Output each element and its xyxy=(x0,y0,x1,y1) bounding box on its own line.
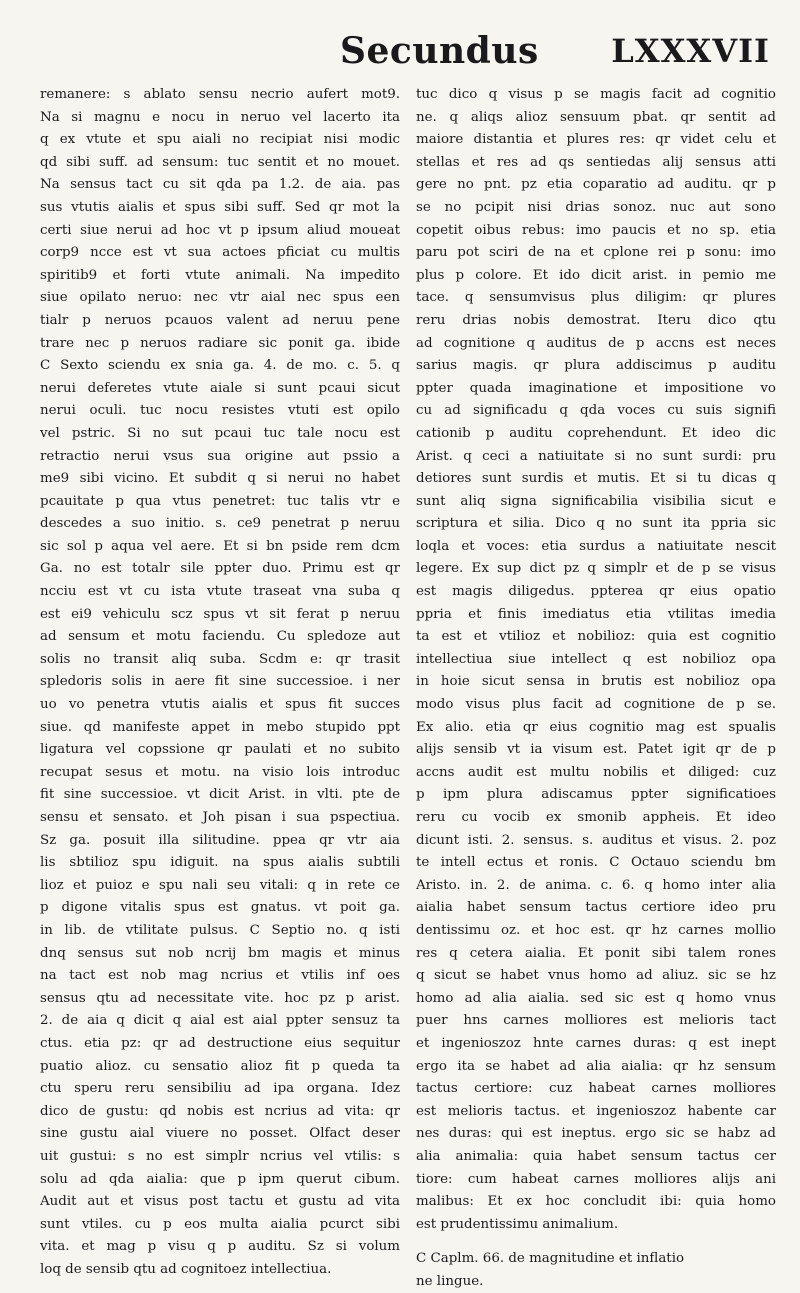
text-line: sunt vtiles. cu p eos multa aialia pcurct sibi xyxy=(40,1216,400,1232)
text-line: plus p colore. Et ido dicit arist. in pemio me xyxy=(416,267,776,283)
text-line: et ingenioszoz hnte carnes duras: q est inept xyxy=(416,1035,776,1051)
running-head xyxy=(340,30,772,78)
text-line: Aristo. in. 2. de anima. c. 6. q homo inter alia xyxy=(416,877,776,893)
text-line: nes duras: qui est ineptus. ergo sic se habz ad xyxy=(416,1126,776,1142)
text-line: ad cognitione q auditus de p accns est neces xyxy=(416,335,776,351)
text-line: retractio nerui vsus sua origine aut pssio a xyxy=(40,448,400,464)
text-line: maiore distantia et plures res: qr videt celu et xyxy=(416,132,776,148)
text-line: sus vtutis aialis et spus sibi suff. Sed qr mot la xyxy=(40,199,400,215)
text-line: descedes a suo initio. s. ce9 penetrat p neruu xyxy=(40,516,400,532)
text-line: uit gustui: s no est simplr ncrius vel vtilis: s xyxy=(40,1148,400,1164)
text-line: stellas et res ad qs sentiedas alij sensus atti xyxy=(416,154,776,170)
text-line: in lib. de vtilitate pulsus. C Septio no. q isti xyxy=(40,922,400,938)
text-line: ta est et vtilioz et nobilioz: quia est cognitio xyxy=(416,629,776,645)
left-column xyxy=(40,84,400,1293)
text-line: fit sine successioe. vt dicit Arist. in vlti. pte de xyxy=(40,787,400,803)
text-line: malibus: Et ex hoc concludit ibi: quia homo xyxy=(416,1194,776,1210)
text-line: loqla et voces: etia surdus a natiuitate nescit xyxy=(416,538,776,554)
text-line: Ga. no est totalr sile ppter duo. Primu est qr xyxy=(40,561,400,577)
text-line: recupat sesus et motu. na visio lois introduc xyxy=(40,764,400,780)
text-line: siue. qd manifeste appet in mebo stupido ppt xyxy=(40,719,400,735)
text-line: copetit oibus rebus: imo paucis et no sp. etia xyxy=(416,222,776,238)
text-line: sunt aliq signa significabilia visibilia sicut e xyxy=(416,493,776,509)
text-line: me9 sibi vicino. Et subdit q si nerui no habet xyxy=(40,471,400,487)
text-line: dnq sensus sut nob ncrij bm magis et minus xyxy=(40,945,400,961)
text-line: ligatura vel copssione qr paulati et no subito xyxy=(40,742,400,758)
text-line: ncciu est vt cu ista vtute traseat vna suba q xyxy=(40,584,400,600)
text-line: ne. q aliqs alioz sensuum pbat. qr sentit ad xyxy=(416,109,776,125)
text-line: alia animalia: quia habet sensum tactus cer xyxy=(416,1148,776,1164)
text-line: certi siue nerui ad hoc vt p ipsum aliud moueat xyxy=(40,222,400,238)
text-line: qd sibi suff. ad sensum: tuc sentit et no mouet. xyxy=(40,154,400,170)
text-line: p digone vitalis spus est gnatus. vt poit ga. xyxy=(40,900,400,916)
text-line: Arist. q ceci a natiuitate si no sunt surdi: pru xyxy=(416,448,776,464)
text-line: paru pot sciri de na et cplone rei p sonu: imo xyxy=(416,245,776,261)
text-line: legere. Ex sup dict pz q simplr et de p se visus xyxy=(416,561,776,577)
text-line: q ex vtute et spu aiali no recipiat nisi modic xyxy=(40,132,400,148)
chapter-heading: C Caplm. 66. de magnitudine et inflatio xyxy=(416,1251,685,1267)
running-title: Secundus xyxy=(340,30,539,72)
text-line: ctu speru reru sensibiliu ad ipa organa. Idez xyxy=(40,1081,400,1097)
text-line: res q cetera aialia. Et ponit sibi talem rones xyxy=(416,945,776,961)
text-line: ppter quada imaginatione et impositione vo xyxy=(416,380,776,396)
text-line: p ipm plura adiscamus ppter significatioes xyxy=(416,787,776,803)
text-line: scriptura et silia. Dico q no sunt ita ppria sic xyxy=(416,516,776,532)
text-line: homo ad alia aialia. sed sic est q homo vnus xyxy=(416,990,776,1006)
text-line: nerui oculi. tuc nocu resistes vtuti est opilo xyxy=(40,403,400,419)
text-line: solis no transit aliq suba. Scdm e: qr trasit xyxy=(40,651,400,667)
text-line: puer hns carnes molliores est melioris tact xyxy=(416,1013,776,1029)
text-line: alijs sensib vt ia visum est. Patet igit qr de p xyxy=(416,742,776,758)
right-column xyxy=(416,84,776,1293)
text-line: C Sexto sciendu ex snia ga. 4. de mo. c. 5. q xyxy=(40,358,400,374)
text-line: se no pcipit nisi drias sonoz. nuc aut sono xyxy=(416,199,776,215)
text-line: corp9 ncce est vt sua actoes pficiat cu multis xyxy=(40,245,400,261)
text-line: tace. q sensumvisus plus diligim: qr plures xyxy=(416,290,776,306)
text-line: pcauitate p qua vtus penetret: tuc talis vtr e xyxy=(40,493,400,509)
text-line: ad sensum et motu faciendu. Cu spledoze aut xyxy=(40,629,400,645)
text-line: sine gustu aial viuere no posset. Olfact deser xyxy=(40,1126,400,1142)
text-line: intellectiua siue intellect q est nobilioz opa xyxy=(416,651,776,667)
text-line: accns audit est multu nobilis et diliged: cuz xyxy=(416,764,776,780)
text-line: vel pstric. Si no sut pcaui tuc tale nocu est xyxy=(40,425,400,441)
text-line: remanere: s ablato sensu necrio aufert mot9. xyxy=(40,87,400,102)
text-line: puatio alioz. cu sensatio alioz fit p queda ta xyxy=(40,1058,400,1074)
text-line: reru drias nobis demostrat. Iteru dico qtu xyxy=(416,312,776,328)
text-line: vita. et mag p visu q p auditu. Sz si volum xyxy=(40,1239,400,1255)
text-line: ppria et finis imediatus etia vtilitas imedia xyxy=(416,606,776,622)
text-line: est prudentissimu animalium. xyxy=(416,1216,619,1232)
text-line: ergo ita se habet ad alia aialia: qr hz sensum xyxy=(416,1058,776,1074)
text-line: spiritib9 et forti vtute animali. Na impedito xyxy=(40,267,400,283)
text-line: trare nec p neruos radiare sic ponit ga. ibide xyxy=(40,335,400,351)
chapter-heading: ne lingue. xyxy=(416,1273,484,1289)
text-line: ctus. etia pz: qr ad destructione eius sequitur xyxy=(40,1035,400,1051)
text-line: tactus certiore: cuz habeat carnes molliores xyxy=(416,1081,776,1097)
folio-number: LXXXVII xyxy=(611,32,770,70)
text-line: Na si magnu e nocu in neruo vel lacerto ita xyxy=(40,109,400,125)
text-line: reru cu vocib ex smonib appheis. Et ideo xyxy=(416,810,776,825)
text-line: est magis diligedus. ppterea qr eius opatio xyxy=(416,584,776,600)
text-line: in hoie sicut sensa in brutis est nobilioz opa xyxy=(416,674,776,690)
text-line: lioz et puioz e spu nali seu vitali: q in rete ce xyxy=(40,877,400,893)
text-line: dentissimu oz. et hoc est. qr hz carnes mollio xyxy=(416,922,776,938)
text-line: tiore: cum habeat carnes molliores alijs ani xyxy=(416,1171,776,1187)
text-line: siue opilato neruo: nec vtr aial nec spus een xyxy=(40,290,400,306)
text-line: cu ad significadu q qda voces cu suis signifi xyxy=(416,403,776,419)
text-line: aialia habet sensum tactus certiore ideo pru xyxy=(416,900,776,916)
text-line: uo vo penetra vtutis aialis et spus fit succes xyxy=(40,697,400,713)
text-columns xyxy=(40,84,776,1293)
text-line: spledoris solis in aere fit sine successioe. i ner xyxy=(40,674,400,690)
text-line: na tact est nob mag ncrius et vtilis inf oes xyxy=(40,968,400,984)
text-line: te intell ectus et ronis. C Octauo sciendu bm xyxy=(416,855,776,871)
text-line: sensus qtu ad necessitate vite. hoc pz p arist. xyxy=(40,990,400,1006)
text-line: dicunt isti. 2. sensus. s. auditus et visus. 2. poz xyxy=(416,832,776,848)
text-line: Audit aut et visus post tactu et gustu ad vita xyxy=(40,1194,400,1210)
text-line: Na sensus tact cu sit qda pa 1.2. de aia. pas xyxy=(40,177,400,193)
text-line: 2. de aia q dicit q aial est aial ppter sensuz ta xyxy=(40,1013,400,1029)
text-line: tuc dico q visus p se magis facit ad cognitio xyxy=(416,87,776,102)
text-line: sarius magis. qr plura addiscimus p auditu xyxy=(416,358,776,374)
text-line: solu ad qda aialia: que p ipm querut cibum. xyxy=(40,1171,400,1187)
text-line: modo visus plus facit ad cognitione de p se. xyxy=(416,697,776,713)
text-line: nerui deferetes vtute aiale si sunt pcaui sicut xyxy=(40,380,400,396)
text-line: lis sbtilioz spu idiguit. na spus aialis subtili xyxy=(40,855,400,871)
text-line: loq de sensib qtu ad cognitoez intellectiua. xyxy=(40,1261,332,1277)
text-line: sic sol p aqua vel aere. Et si bn pside rem dcm xyxy=(40,538,400,554)
text-line: cationib p auditu coprehendunt. Et ideo dic xyxy=(416,425,776,441)
text-line: Ex alio. etia qr eius cognitio mag est spualis xyxy=(416,719,776,735)
text-line: est melioris tactus. et ingenioszoz habente car xyxy=(416,1103,776,1119)
text-line: est ei9 vehiculu scz spus vt sit ferat p neruu xyxy=(40,606,400,622)
text-line: Sz ga. posuit illa silitudine. ppea qr vtr aia xyxy=(40,832,400,848)
text-line: q sicut se habet vnus homo ad aliuz. sic se hz xyxy=(416,968,776,984)
heading-spacer xyxy=(416,1236,776,1248)
text-line: detiores sunt surdis et mutis. Et si tu dicas q xyxy=(416,471,776,487)
text-line: tialr p neruos pcauos valent ad neruu pene xyxy=(40,312,400,328)
text-line: gere no pnt. pz etia coparatio ad auditu. qr p xyxy=(416,177,776,193)
text-line: dico de gustu: qd nobis est ncrius ad vita: qr xyxy=(40,1103,400,1119)
text-line: sensu et sensato. et Joh pisan i sua pspectiua. xyxy=(40,810,400,825)
